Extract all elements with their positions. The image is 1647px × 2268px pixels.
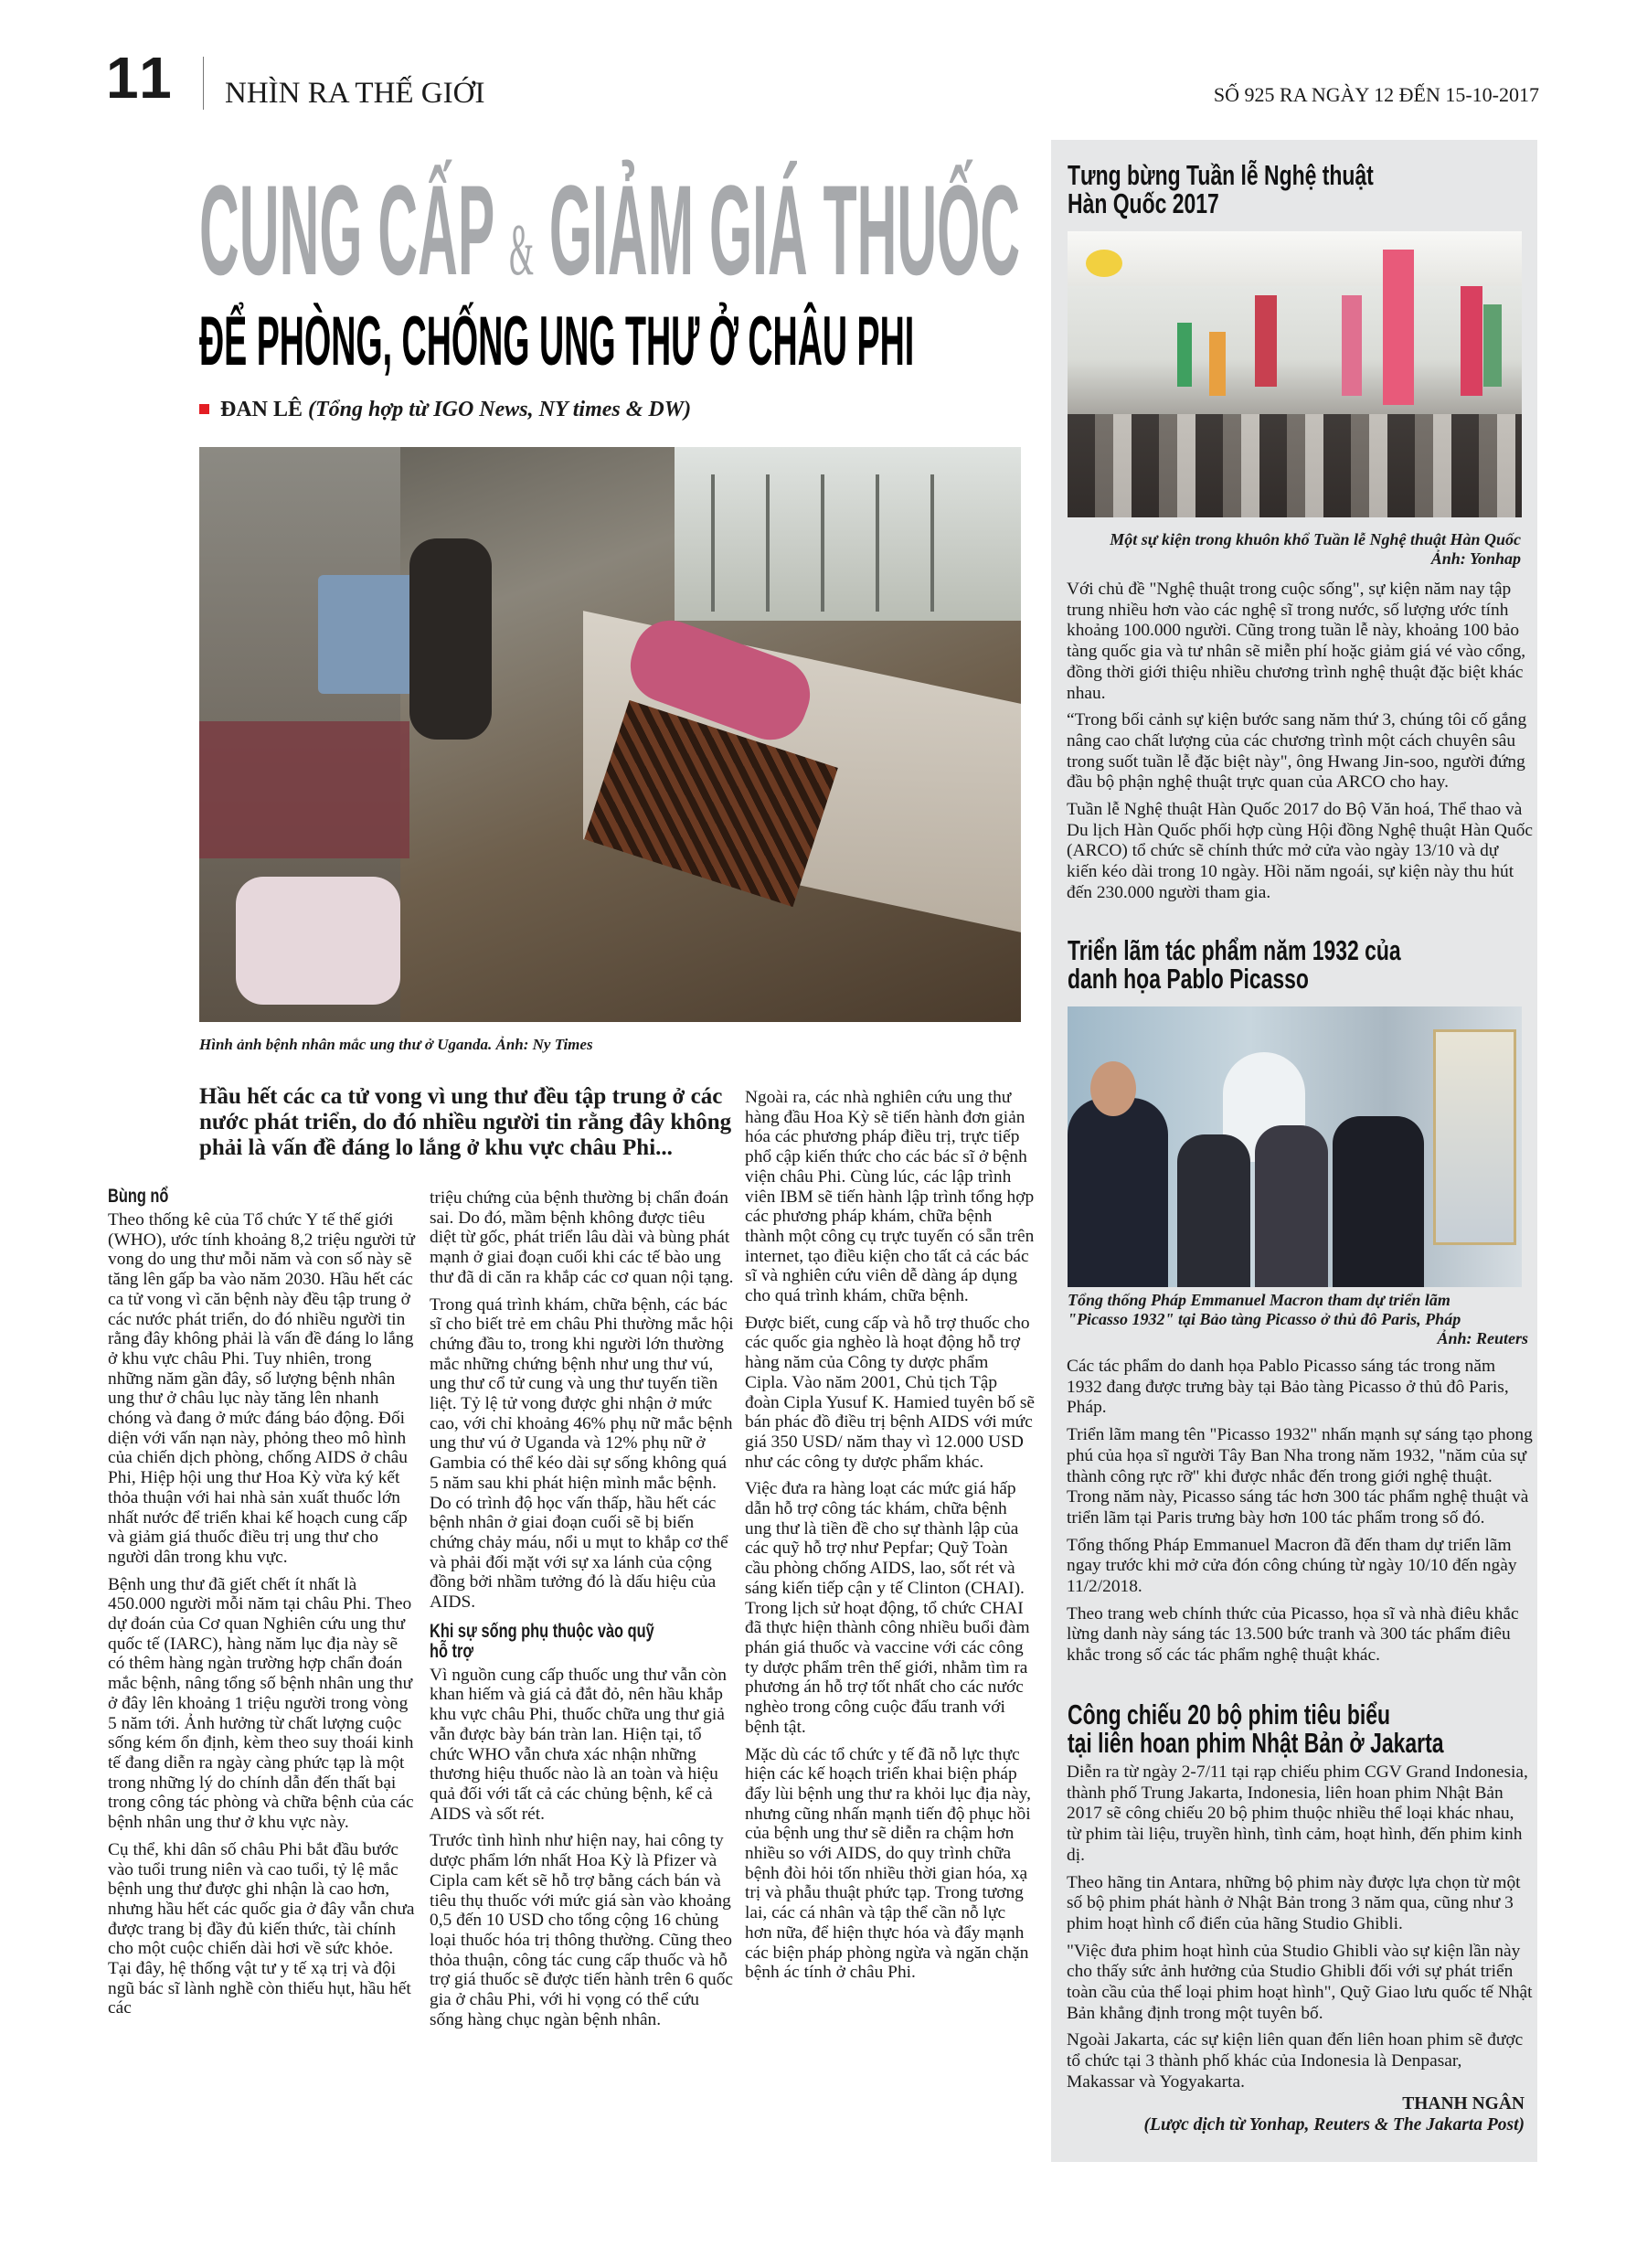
paragraph: Bệnh ung thư đã giết chết ít nhất là 450.000 người mỗi năm tại châu Phi. Theo dự đoán của Cơ quan Nghiên cứu ung thư quốc tế (IARC), hàng năm lục địa này sẽ có thêm hàng ngàn trường hợp chẩn đoán mắc bệnh, nâng tổng số bệnh nhân ung thư ở đây lên khoảng 1 triệu người trong vòng 5 năm tới. Ảnh hưởng từ chất lượng cuộc sống kém ổn định, kèm theo suy thoái kinh tế đang diễn ra ngày càng phức tạp là một trong những lý do chính dẫn đến thất bại trong công tác phòng và chữa bệnh của các bệnh nhân ung thư ở khu vực này. bbox=[108, 1574, 414, 1833]
paragraph: Theo hãng tin Antara, những bộ phim này được lựa chọn từ một số bộ phim phát hành ở Nhật Bản trong 3 năm qua, cũng như 3 phim hoạt hình cổ điển của hãng Studio Ghibli. bbox=[1067, 1872, 1521, 1933]
sidebar-heading-korea-art-week: Tưng bừng Tuần lễ Nghệ thuật Hàn Quốc 2017 bbox=[1068, 159, 1374, 219]
section-heading-support-funds: Khi sự sống phụ thuộc vào quỹ hỗ trợ bbox=[430, 1620, 654, 1662]
picasso-caption: Tổng thống Pháp Emmanuel Macron tham dự triển lãm "Picasso 1932" tại Bảo tàng Picasso ở thủ đô Paris, Pháp Ảnh: Reuters bbox=[1068, 1291, 1528, 1347]
sidebar-heading-picasso: Triển lãm tác phẩm năm 1932 của danh họa Pablo Picasso bbox=[1068, 934, 1401, 995]
article-lead: Hầu hết các ca tử vong vì ung thư đều tập trung ở các nước phát triển, do đó nhiều người tin rằng đây không phải là vấn đề đáng lo lắng ở khu vực châu Phi... bbox=[199, 1084, 732, 1160]
paragraph: Cụ thể, khi dân số châu Phi bắt đầu bước vào tuổi trung niên và cao tuổi, tỷ lệ mắc bệnh ung thư được ghi nhận là cao hơn, nhưng hầu hết các quốc gia ở đây vẫn chưa được trang bị đầy đủ kiến thức, tài chính cho một cuộc chiến dài hơi về sức khỏe. Tại đây, hệ thống vật tư y tế xạ trị và đội ngũ bác sĩ lành nghề còn thiếu hụt, hầu hết các bbox=[108, 1839, 415, 2018]
headline-ampersand: & bbox=[509, 210, 535, 291]
header-divider bbox=[203, 57, 204, 110]
headline-part1: CUNG CẤP bbox=[199, 158, 494, 302]
paragraph: "Việc đưa phim hoạt hình của Studio Ghibli vào sự kiện lần này cho thấy sức ảnh hưởng của Studio Ghibli đối với sự phát triển toàn cầu của thể loại phim hoạt hình", Quỹ Giao lưu quốc tế Nhật Bản khẳng định trong một tuyên bố. bbox=[1067, 1941, 1533, 2023]
korea-art-week-caption: Một sự kiện trong khuôn khổ Tuần lễ Nghệ thuật Hàn Quốc Ảnh: Yonhap bbox=[1068, 530, 1521, 569]
byline-bullet-icon bbox=[199, 404, 209, 414]
picasso-exhibition-photo bbox=[1068, 1006, 1522, 1287]
paragraph: Diễn ra từ ngày 2-7/11 tại rạp chiếu phim CGV Grand Indonesia, thành phố Trung Jakarta, Indonesia, liên hoan phim Nhật Bản 2017 sẽ công chiếu 20 bộ phim thuộc nhiều thể loại khác nhau, từ phim tài liệu, truyền hình, tình cảm, hoạt hình, đến phim kinh dị. bbox=[1067, 1762, 1528, 1865]
section-heading-bung-no: Bùng nổ bbox=[108, 1186, 169, 1207]
paragraph: Các tác phẩm do danh họa Pablo Picasso sáng tác trong năm 1932 đang được trưng bày tại Bảo tàng Picasso ở thủ đô Paris, Pháp. bbox=[1067, 1357, 1509, 1418]
paragraph: Tổng thống Pháp Emmanuel Macron đã đến tham dự triển lãm ngay trước khi mở cửa đón công chúng từ ngày 10/10 đến ngày 11/2/2018. bbox=[1067, 1535, 1517, 1597]
sidebar-source: (Lược dịch từ Yonhap, Reuters & The Jakarta Post) bbox=[1143, 2115, 1525, 2135]
paragraph: Với chủ đề "Nghệ thuật trong cuộc sống", sự kiện năm nay tập trung nhiều hơn vào các nghệ sĩ trong nước, số lượng ước tính khoảng 100.000 người. Cũng trong tuần lễ này, khoảng 100 bảo tàng quốc gia và tư nhân sẽ miễn phí hoặc giảm giá vé vào cổng, đồng thời giới thiệu nhiều chương trình nghệ thuật đặc biệt khác nhau. bbox=[1067, 580, 1526, 703]
byline-author: ĐAN LÊ bbox=[220, 398, 303, 421]
paragraph: Theo thống kê của Tổ chức Y tế thế giới (WHO), ước tính khoảng 8,2 triệu người tử vong do ung thư mỗi năm và con số này sẽ tăng lên gấp ba vào năm 2030. Hầu hết các ca tử vong vì căn bệnh này đều tập trung ở các nước phát triển, do đó nhiều người tin rằng đây không phải là vấn đề đáng lo lắng ở khu vực châu Phi. Tuy nhiên, trong những năm gần đây, số lượng bệnh nhân ung thư ở châu lục này tăng lên nhanh chóng và đang ở mức đáng báo động. Đối diện với vấn nạn này, phỏng theo mô hình của chiến dịch phòng, chống AIDS ở châu Phi, Hiệp hội ung thư Hoa Kỳ vừa ký kết thỏa thuận với hai nhà sản xuất thuốc lớn nhất nước để triển khai kế hoạch cung cấp và giảm giá thuốc điều trị ung thư cho người dân trong khu vực. bbox=[108, 1210, 415, 1567]
paragraph: triệu chứng của bệnh thường bị chẩn đoán sai. Do đó, mầm bệnh không được tiêu diệt từ gốc, phát triển lâu dài và bùng phát mạnh ở giai đoạn cuối khi các tế bào ung thư đã di căn ra khắp các cơ quan nội tạng. bbox=[430, 1188, 734, 1287]
photo-credit: Ảnh: Yonhap bbox=[1430, 549, 1521, 568]
korea-art-week-text bbox=[1067, 580, 1533, 910]
korea-art-week-photo bbox=[1068, 231, 1522, 517]
paragraph: Được biết, cung cấp và hỗ trợ thuốc cho các quốc gia nghèo là hoạt động hỗ trợ hàng năm của Công ty dược phẩm Cipla. Vào năm 2001, Chủ tịch Tập đoàn Cipla Yusuf K. Hamied tuyên bố sẽ bán phác đồ điều trị bệnh AIDS với mức giá 350 USD/ năm thay vì 12.000 USD như các công ty dược phẩm khác. bbox=[745, 1313, 1036, 1472]
main-photo-caption: Hình ảnh bệnh nhân mắc ung thư ở Uganda. Ảnh: Ny Times bbox=[199, 1036, 593, 1053]
paragraph: Ngoài ra, các nhà nghiên cứu ung thư hàng đầu Hoa Kỳ sẽ tiến hành đơn giản hóa các phương pháp điều trị, trực tiếp phổ cập kiến thức cho các bác sĩ ở bệnh viện châu Phi. Cùng lúc, các lập trình viên IBM sẽ tiến hành lập trình tổng hợp các phương pháp khám, chữa bệnh thành một công cụ trực tuyến có sẵn trên internet, tạo điều kiện cho tất cả các bác sĩ và nghiên cứu viên dễ dàng áp dụng cho quá trình khám, chữa bệnh. bbox=[745, 1088, 1035, 1306]
paragraph: Trong quá trình khám, chữa bệnh, các bác sĩ cho biết trẻ em châu Phi thường mắc hội chứng đầu to, trong khi người lớn thường mắc những chứng bệnh như ung thư vú, ung thư cổ tử cung và ung thư tuyến tiền liệt. Tỷ lệ tử vong được ghi nhận ở mức cao, với chỉ khoảng 46% phụ nữ mắc bệnh ung thư vú ở Uganda và 12% phụ nữ ở Gambia có thể kéo dài sự sống không quá 5 năm sau khi phát hiện mình mắc bệnh. Do có trình độ học vấn thấp, hầu hết các bệnh nhân ở giai đoạn cuối sẽ bị biến chứng chảy máu, nổi u mụt to khắp cơ thể và phải đối mặt với sự xa lánh của cộng đồng bởi nhầm tưởng đó là dấu hiệu của AIDS. bbox=[430, 1294, 734, 1613]
section-title: NHÌN RA THẾ GIỚI bbox=[225, 77, 485, 110]
paragraph: Việc đưa ra hàng loạt các mức giá hấp dẫn hỗ trợ công tác khám, chữa bệnh ung thư là tiền đề cho sự thành lập của các quỹ hỗ trợ như Pepfar; Quỹ Toàn cầu phòng chống AIDS, lao, sốt rét và sáng kiến tiếp cận y tế Clinton (CHAI). Trong lịch sử hoạt động, tổ chức CHAI đã thực hiện thành công nhiều buổi đàm phán giá thuốc và vaccine với các công ty dược phẩm trên thế giới, nhằm tìm ra phương án hỗ trợ tốt nhất cho các nước nghèo trong công cuộc đấu tranh với bệnh tật. bbox=[745, 1479, 1030, 1737]
photo-credit: Ảnh: Reuters bbox=[1437, 1329, 1528, 1347]
paragraph: Trước tình hình như hiện nay, hai công ty dược phẩm lớn nhất Hoa Kỳ là Pfizer và Cipla cam kết sẽ hỗ trợ bằng cách bán và tiêu thụ thuốc với mức giá sàn vào khoảng 0,5 đến 10 USD cho tổng cộng 16 chủng loại thuốc hóa trị thông thường. Cũng theo thỏa thuận, công tác cung cấp thuốc và hỗ trợ giá thuốc sẽ được tiến hành trên 6 quốc gia ở châu Phi, với hi vọng có thể cứu sống hàng chục ngàn bệnh nhân. bbox=[430, 1831, 734, 2029]
sidebar-author: THANH NGÂN bbox=[1402, 2094, 1525, 2114]
headline-sub: ĐỂ PHÒNG, CHỐNG UNG THƯ Ở CHÂU PHI bbox=[199, 303, 915, 380]
paragraph: Vì nguồn cung cấp thuốc ung thư vẫn còn khan hiếm và giá cả đắt đỏ, nên hầu khắp khu vực châu Phi, thuốc chữa ung thư giả vẫn được bày bán tràn lan. Hiện tại, tổ chức WHO vẫn chưa xác nhận những thương hiệu thuốc nào là an toàn và hiệu quả đối với tất cả các chủng bệnh, kể cả AIDS và sốt rét. bbox=[430, 1665, 728, 1824]
byline bbox=[199, 397, 691, 422]
article-column-1 bbox=[108, 1187, 419, 2026]
paragraph: Mặc dù các tổ chức y tế đã nỗ lực thực hiện các kế hoạch triển khai biện pháp đẩy lùi bệnh ung thư ra khỏi lục địa này, nhưng cũng nhấn mạnh tiến độ phục hồi của bệnh ung thư sẽ diễn ra chậm hơn nhiều so với AIDS, do quy trình chữa bệnh đòi hỏi tốn nhiều thời gian hóa, xạ trị và phẫu thuật phức tạp. Trong tương lai, các cá nhân và tập thể cần nỗ lực hơn nữa, để hiện thực hóa và đẩy mạnh các biện pháp phòng ngừa và ngăn chặn bệnh ác tính ở châu Phi. bbox=[745, 1744, 1031, 1983]
page-number: 11 bbox=[106, 45, 175, 111]
byline-source: (Tổng hợp từ IGO News, NY times & DW) bbox=[308, 398, 692, 421]
article-column-3 bbox=[745, 1088, 1036, 1990]
paragraph: Ngoài Jakarta, các sự kiện liên quan đến liên hoan phim sẽ được tổ chức tại 3 thành phố khác của Indonesia là Denpasar, Makassar và Yogyakarta. bbox=[1067, 2030, 1524, 2092]
headline-part2: GIẢM GIÁ THUỐC bbox=[548, 158, 1021, 302]
sidebar-signature bbox=[1068, 2093, 1525, 2135]
paragraph: Theo trang web chính thức của Picasso, họa sĩ và nhà điêu khắc lừng danh này sáng tác 13.500 bức tranh và 300 tác phẩm điêu khắc trong số các tác phẩm nghệ thuật khác. bbox=[1067, 1603, 1519, 1666]
paragraph: “Trong bối cảnh sự kiện bước sang năm thứ 3, chúng tôi cố gắng nâng cao chất lượng của các chương trình một cách chuyên sâu trong suốt tuần lễ đặc biệt này", ông Hwang Jin-soo, người đứng đầu bộ phận nghệ thuật trực quan của ARCO cho hay. bbox=[1067, 710, 1527, 793]
main-photo bbox=[199, 447, 1021, 1022]
headline-main bbox=[199, 158, 1021, 302]
picasso-text bbox=[1067, 1357, 1533, 1673]
issue-info: SỐ 925 RA NGÀY 12 ĐẾN 15-10-2017 bbox=[1213, 83, 1539, 106]
article-column-2 bbox=[430, 1188, 736, 2037]
paragraph: Tuần lễ Nghệ thuật Hàn Quốc 2017 do Bộ Văn hoá, Thể thao và Du lịch Hàn Quốc phối hợp cùng Hội đồng Nghệ thuật Hàn Quốc (ARCO) tổ chức sẽ chính thức mở cửa vào ngày 13/10 và dự kiến kéo dài trong 10 ngày. Hồi năm ngoái, sự kiện này thu hút đến 230.000 người tham gia. bbox=[1067, 800, 1534, 902]
sidebar-heading-jakarta-film: Công chiếu 20 bộ phim tiêu biểu tại liên hoan phim Nhật Bản ở Jakarta bbox=[1068, 1698, 1444, 1759]
paragraph: Triển lãm mang tên "Picasso 1932" nhấn mạnh sự sáng tạo phong phú của họa sĩ người Tây Ban Nha trong năm 1932, "năm của sự thành công rực rỡ" khi được nhắc đến trong giới nghệ thuật. Trong năm này, Picasso sáng tác hơn 300 tác phẩm nghệ thuật và triển lãm tại Paris trưng bày hơn 100 tác phẩm trong số đó. bbox=[1067, 1425, 1533, 1528]
jakarta-film-text bbox=[1067, 1762, 1533, 2100]
